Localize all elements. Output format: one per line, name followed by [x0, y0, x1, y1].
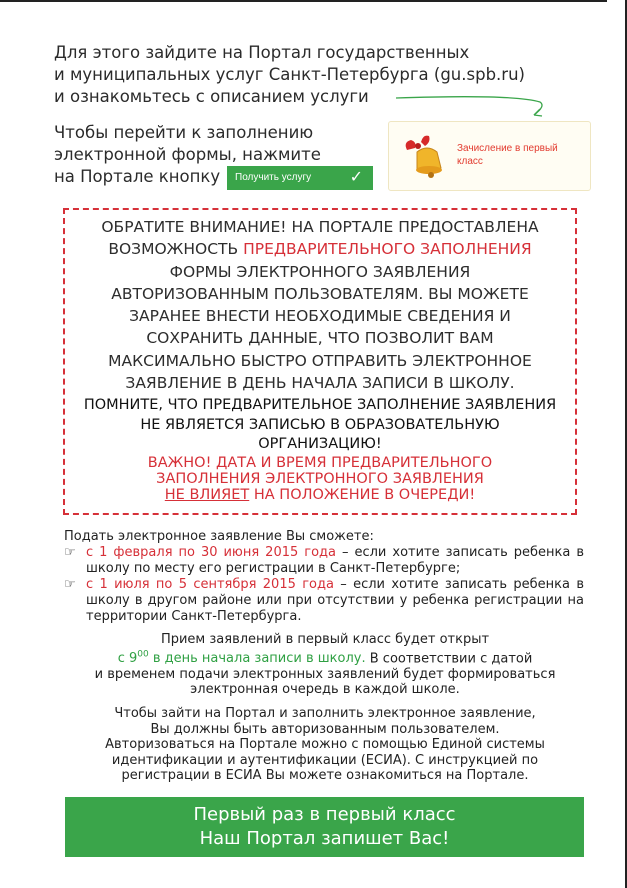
bottom-banner — [65, 797, 584, 857]
notice-line: МАКСИМАЛЬНО БЫСТРО ОТПРАВИТЬ ЭЛЕКТРОННОЕ — [108, 351, 532, 370]
notice-paragraph-3 — [65, 455, 575, 503]
apply-heading: Подать электронное заявление Вы сможете: — [64, 529, 374, 544]
pointing-hand-icon: ☞ — [64, 577, 76, 592]
list-item — [64, 577, 584, 625]
notice-line: ПОМНИТЕ, ЧТО ПРЕДВАРИТЕЛЬНОЕ ЗАПОЛНЕНИЕ ЗАЯВЛЕНИЯ — [83, 397, 557, 413]
banner-line: Наш Портал запишет Вас! — [199, 828, 450, 849]
pointing-hand-icon: ☞ — [64, 545, 76, 560]
checkmark-icon: ✓ — [349, 169, 363, 186]
notice-line: АВТОРИЗОВАННЫМ ПОЛЬЗОВАТЕЛЯМ. ВЫ МОЖЕТЕ — [111, 284, 529, 303]
apply-section — [64, 529, 584, 625]
top-border — [0, 0, 607, 2]
notice-line — [65, 238, 575, 260]
period-dates: с 1 июля по 5 сентября 2015 года — [86, 577, 334, 592]
intro-line: Для этого зайдите на Портал государственных — [54, 43, 470, 62]
auth-line: Вы должны быть авторизованным пользователем. — [150, 721, 500, 737]
reception-line: и временем подачи электронных заявлений будет формироваться — [94, 666, 556, 682]
reception-text: В соответствии с датой — [365, 650, 533, 666]
intro-line: и муниципальных услуг Санкт-Петербурга (gu.spb.ru) — [54, 65, 525, 84]
reception-time — [118, 651, 366, 666]
service-card-first-grade[interactable] — [388, 121, 591, 191]
reception-time-suffix: в день начала записи в школу. — [148, 650, 366, 666]
notice-text: ВОЗМОЖНОСТЬ — [108, 240, 244, 259]
reception-line — [60, 648, 590, 667]
auth-line: идентификации и аутентификации (ЕСИА). С инструкцией по — [111, 752, 539, 768]
period-dates: с 1 февраля по 30 июня 2015 года — [86, 545, 336, 560]
reception-line: Прием заявлений в первый класс будет открыт — [160, 632, 490, 647]
reception-info — [60, 632, 590, 698]
notice-paragraph-2 — [65, 396, 575, 455]
auth-line: Чтобы зайти на Портал и заполнить электронное заявление, — [114, 706, 536, 721]
notice-line: ВАЖНО! ДАТА И ВРЕМЯ ПРЕДВАРИТЕЛЬНОГО — [147, 455, 493, 471]
instruction-line: на Портале кнопку — [54, 167, 221, 186]
get-service-label: Получить услугу — [235, 172, 312, 183]
auth-info — [60, 706, 590, 784]
notice-box — [63, 208, 577, 515]
notice-line: ОБРАТИТЕ ВНИМАНИЕ! НА ПОРТАЛЕ ПРЕДОСТАВЛЕНА — [101, 218, 539, 236]
bell-icon — [401, 130, 453, 182]
notice-line: ОРГАНИЗАЦИЮ! — [258, 436, 382, 452]
notice-paragraph-1 — [65, 216, 575, 394]
notice-line: ЗАЯВЛЕНИЕ В ДЕНЬ НАЧАЛА ЗАПИСИ В ШКОЛУ. — [125, 374, 515, 393]
curved-arrow-icon — [394, 90, 554, 120]
notice-line: ЗАРАНЕЕ ВНЕСТИ НЕОБХОДИМЫЕ СВЕДЕНИЯ И — [129, 307, 511, 326]
notice-line — [65, 487, 575, 503]
notice-line: ФОРМЫ ЭЛЕКТРОННОГО ЗАЯВЛЕНИЯ — [169, 262, 471, 281]
period-text: – если хотите записать ребенка в школу по месту его регистрации в Санкт-Петербурге; — [86, 545, 584, 576]
reception-time-prefix: с 9 — [117, 650, 138, 666]
notice-line: ЗАПОЛНЕНИЯ ЭЛЕКТРОННОГО ЗАЯВЛЕНИЯ — [156, 471, 484, 487]
get-service-button[interactable] — [227, 166, 373, 190]
period-text: – если хотите записать ребенка в школу в другом районе или при отсутствии у ребенка регистрации на территории Санкт-Петербурга. — [86, 577, 584, 624]
list-item — [64, 545, 584, 577]
auth-line: Авторизоваться на Портале можно с помощью Единой системы — [105, 737, 545, 753]
notice-text: НА ПОЛОЖЕНИЕ В ОЧЕРЕДИ! — [249, 487, 476, 503]
banner-line: Первый раз в первый класс — [193, 804, 456, 825]
instruction-line: Чтобы перейти к заполнению — [54, 123, 314, 142]
notice-underline: НЕ ВЛИЯЕТ — [164, 487, 250, 503]
reception-line: электронная очередь в каждой школе. — [190, 682, 460, 698]
notice-highlight: ПРЕДВАРИТЕЛЬНОГО ЗАПОЛНЕНИЯ — [243, 240, 532, 259]
notice-line: НЕ ЯВЛЯЕТСЯ ЗАПИСЬЮ В ОБРАЗОВАТЕЛЬНУЮ — [140, 416, 500, 433]
auth-line: регистрации в ЕСИА Вы можете ознакомиться на Портале. — [121, 768, 529, 784]
intro-line: и ознакомьтесь с описанием услуги — [54, 87, 369, 106]
reception-time-minutes: 00 — [137, 649, 149, 660]
service-card-label: Зачисление в первый класс — [457, 143, 558, 167]
instruction-line: электронной формы, нажмите — [54, 145, 321, 164]
notice-line: СОХРАНИТЬ ДАННЫЕ, ЧТО ПОЗВОЛИТ ВАМ — [146, 329, 494, 348]
